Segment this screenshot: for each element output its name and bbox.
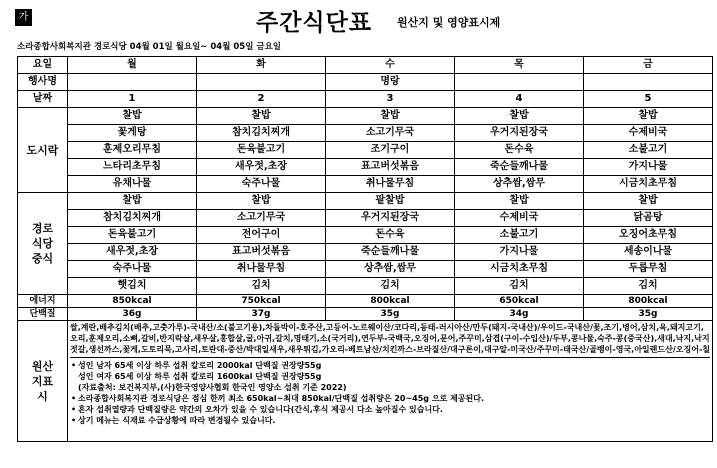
event-label: 행사명 — [18, 74, 68, 91]
energy-value: 650kcal — [455, 295, 584, 308]
menu-item: 김치 — [455, 278, 584, 295]
menu-item: 김치 — [326, 278, 455, 295]
menu-item: 취나물무침 — [197, 261, 326, 278]
date-cell: 2 — [197, 91, 326, 108]
page-title: 주간식단표 — [256, 9, 373, 36]
menu-period: 소라종합사회복지관 경로식당 04월 01일 월요일~ 04월 05일 금요일 — [17, 42, 282, 52]
energy-row — [18, 295, 713, 308]
menu-item: 두릅무침 — [584, 261, 713, 278]
nutrition-notes — [70, 360, 710, 426]
menu-item: 새우젓,초장 — [197, 159, 326, 176]
menu-item: 돈수육 — [326, 227, 455, 244]
nutrition-note: • 소라종합사회복지관 경로식당은 점심 한끼 최소 650kal~최대 850kal/단백질 섭취량은 20~45g 으로 제공된다. — [78, 393, 710, 404]
senior-lunch-row — [18, 261, 713, 278]
day-header: 금 — [584, 57, 713, 74]
origin-content — [68, 321, 713, 442]
menu-item: 가지나물 — [584, 159, 713, 176]
menu-item: 훈제오리무침 — [68, 142, 197, 159]
menu-item: 찰밥 — [455, 108, 584, 125]
lunchbox-label: 도시락 — [18, 108, 68, 193]
menu-item: 김치 — [584, 278, 713, 295]
senior-lunch-row — [18, 244, 713, 261]
senior-lunch-label — [18, 193, 68, 295]
menu-item: 새우젓,초장 — [68, 244, 197, 261]
menu-item: 닭곰탕 — [584, 210, 713, 227]
menu-item: 찰밥 — [455, 193, 584, 210]
date-cell: 4 — [455, 91, 584, 108]
menu-item: 찰밥 — [584, 108, 713, 125]
menu-item: 꽃게탕 — [68, 125, 197, 142]
menu-item: 소불고기 — [455, 227, 584, 244]
menu-item: 참치김치찌개 — [68, 210, 197, 227]
menu-item: 상추쌈,쌈무 — [326, 261, 455, 278]
lunchbox-row — [18, 159, 713, 176]
menu-item: 돈육불고기 — [68, 227, 197, 244]
energy-value: 750kcal — [197, 295, 326, 308]
menu-item: 우거지된장국 — [455, 125, 584, 142]
day-header: 화 — [197, 57, 326, 74]
nutrition-note: • 혼자 섭취열량과 단백질량은 약간의 오차가 있을 수 있습니다(간식,후식 제공시 다소 높아질수 있습니다. — [78, 404, 710, 415]
lunchbox-row — [18, 176, 713, 193]
menu-item: 소고기무국 — [197, 210, 326, 227]
menu-item: 찰밥 — [68, 193, 197, 210]
event-row — [18, 74, 713, 91]
menu-item: 찰밥 — [197, 193, 326, 210]
event-empty — [197, 74, 326, 91]
weekly-menu-table — [17, 56, 713, 442]
protein-value: 35g — [584, 308, 713, 321]
menu-item: 수제비국 — [455, 210, 584, 227]
date-cell: 3 — [326, 91, 455, 108]
section-tag: 가 — [15, 9, 32, 26]
lunchbox-row — [18, 142, 713, 159]
senior-lunch-row — [18, 210, 713, 227]
event-empty — [455, 74, 584, 91]
menu-item: 시금치초무침 — [584, 176, 713, 193]
event-empty — [68, 74, 197, 91]
protein-value: 35g — [326, 308, 455, 321]
menu-item: 표고버섯볶음 — [197, 244, 326, 261]
menu-item: 느타리초무침 — [68, 159, 197, 176]
event-value: 명랑 — [326, 74, 455, 91]
menu-item: 세송이나물 — [584, 244, 713, 261]
menu-item: 찰밥 — [197, 108, 326, 125]
energy-label: 에너지 — [18, 295, 68, 308]
menu-item: 취나물무침 — [326, 176, 455, 193]
menu-item: 우거지된장국 — [326, 210, 455, 227]
nutrition-note: (자료출처: 보건복지부,(사)한국영양사협회 한국인 영양소 섭취 기준 2022) — [78, 383, 347, 392]
menu-item: 죽순들깨나물 — [326, 244, 455, 261]
corner-label: 요일 — [18, 57, 68, 74]
nutrition-note: 성인 여자 65세 이상 하루 섭취 칼로리 1600kal 단백질 권장량55g — [78, 372, 322, 381]
menu-item: 소불고기 — [584, 142, 713, 159]
senior-lunch-row — [18, 278, 713, 295]
origin-label-text: 원산지표시 — [31, 359, 54, 403]
menu-item: 상추쌈,쌈무 — [455, 176, 584, 193]
menu-item: 참치김치찌개 — [197, 125, 326, 142]
menu-item: 찰밥 — [68, 108, 197, 125]
menu-item: 소고기무국 — [326, 125, 455, 142]
nutrition-note: • 상기 메뉴는 식재료 수급상황에 따라 변경될수 있습니다. — [78, 415, 710, 426]
menu-item: 가지나물 — [455, 244, 584, 261]
menu-item: 돈육불고기 — [197, 142, 326, 159]
senior-lunch-row — [18, 227, 713, 244]
menu-item: 시금치초무침 — [455, 261, 584, 278]
nutrition-note: • 성인 남자 65세 이상 하루 섭취 칼로리 2000kal 단백질 권장량55g — [78, 360, 710, 371]
energy-value: 850kcal — [68, 295, 197, 308]
day-header-row — [18, 57, 713, 74]
energy-value: 800kcal — [326, 295, 455, 308]
date-label: 날짜 — [18, 91, 68, 108]
day-header: 목 — [455, 57, 584, 74]
page-subtitle: 원산지 및 영양표시제 — [397, 16, 501, 29]
date-cell: 5 — [584, 91, 713, 108]
protein-value: 34g — [455, 308, 584, 321]
menu-item: 찰밥 — [584, 193, 713, 210]
lunchbox-row — [18, 125, 713, 142]
date-row — [18, 91, 713, 108]
menu-item: 수제비국 — [584, 125, 713, 142]
protein-value: 36g — [68, 308, 197, 321]
menu-item: 김치 — [197, 278, 326, 295]
menu-item: 돈수육 — [455, 142, 584, 159]
day-header: 수 — [326, 57, 455, 74]
energy-value: 800kcal — [584, 295, 713, 308]
protein-value: 37g — [197, 308, 326, 321]
menu-item: 팥찰밥 — [326, 193, 455, 210]
menu-item: 전어구이 — [197, 227, 326, 244]
origin-label — [18, 321, 68, 442]
senior-lunch-row — [18, 193, 713, 210]
menu-item: 햇김치 — [68, 278, 197, 295]
menu-item: 죽순들깨나물 — [455, 159, 584, 176]
menu-item: 찰밥 — [326, 108, 455, 125]
menu-item: 표고버섯볶음 — [326, 159, 455, 176]
menu-item: 유채나물 — [68, 176, 197, 193]
day-header: 월 — [68, 57, 197, 74]
lunchbox-row — [18, 108, 713, 125]
protein-label: 단백질 — [18, 308, 68, 321]
menu-item: 오징어초무침 — [584, 227, 713, 244]
event-empty — [584, 74, 713, 91]
menu-item: 숙주나물 — [197, 176, 326, 193]
origin-text: 쌀,계란,배추김치(배추,고춧가루)-국내산/소(불고기용),차돌박이-호주산,고등어-노르웨이산/코다리,동태-러시아산/만두(돼지-국내산)/우이드-국내산/꽃,조기,병어,삼치,육,돼지고기,오리,훈제오리,소뼈,갈비,반지락살,새우살,홍합살,굴,아귀,갈치,명태기,소(국거리),연두부-국백국,오징어,문어,주꾸미,삼겹(구이-수입산)/두부,콩나물,숙주-콩(중국산),새대,낙지,낙지젓갈,생선까스,꽃게,도토리묵,고사리,토란대-중산/박대일새우,새우튀김,가오리-베트남산/치킨까스-브라질산/대구론이,대구알-미국산/주꾸미-태국산/골뱅이-영국,아일랜드산/오징어-칠 — [70, 323, 710, 354]
menu-item: 숙주나물 — [68, 261, 197, 278]
origin-row — [18, 321, 713, 442]
protein-row — [18, 308, 713, 321]
divider — [70, 357, 710, 358]
menu-item: 조기구이 — [326, 142, 455, 159]
date-cell: 1 — [68, 91, 197, 108]
senior-lunch-label-text: 경로식당중식 — [31, 222, 54, 265]
